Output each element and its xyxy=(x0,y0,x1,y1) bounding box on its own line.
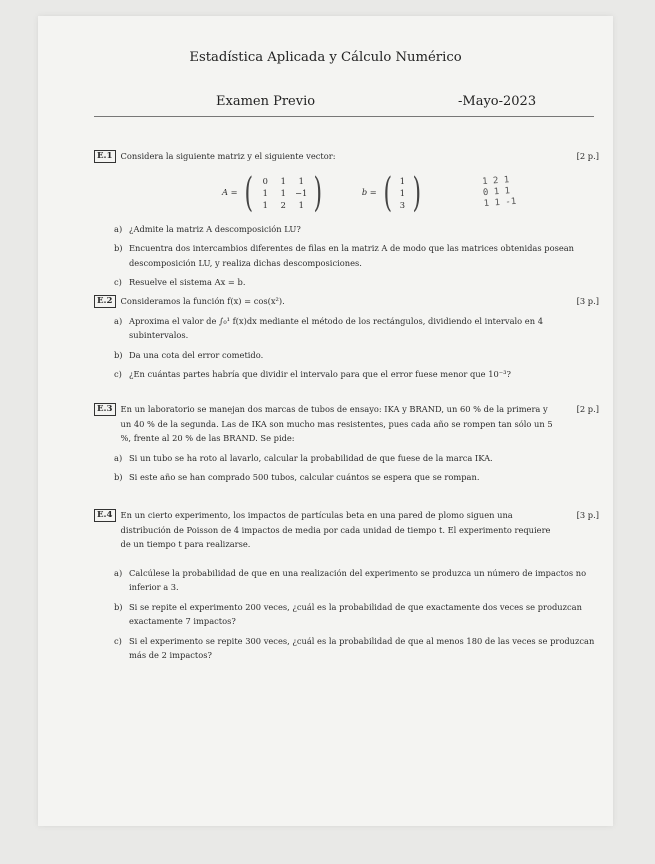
exercise-4 xyxy=(94,508,599,663)
handwritten-note: 1 2 1 0 1 1 1 1 -1 xyxy=(481,175,517,210)
matrix-display xyxy=(94,170,599,216)
exam-sheet xyxy=(38,16,613,826)
matrix-a-label: A = xyxy=(222,187,238,198)
matrix-a-cell: 1 xyxy=(262,187,268,198)
matrix-a-cell: 1 xyxy=(298,175,304,186)
exam-type: Examen Previo xyxy=(216,94,316,109)
exercise-1 xyxy=(94,149,599,290)
matrix-a-cell: 1 xyxy=(280,187,286,198)
list-item: b) Encuentra dos intercambios diferentes de filas en la matriz A de modo que las matrices obtenidas posean descomposición LU, y realiza dichas descomposiciones. xyxy=(114,243,575,268)
exercise-3 xyxy=(94,402,599,485)
matrix-a-cell: 1 xyxy=(298,199,304,210)
exercise-statement: En un laboratorio se manejan dos marcas de tubos de ensayo: IKA y BRAND, un 60 % de la primera y un 40 % de la segunda. Las de IKA son mucho mas resistentes, pues cada año se rompen tan sólo un 5 %, frente al 20 % de las BRAND. Se pide: xyxy=(120,404,553,443)
exercise-label: E.4 xyxy=(94,509,116,522)
exercise-points: [2 p.] xyxy=(576,151,599,161)
exercise-label: E.2 xyxy=(94,295,116,308)
exercise-statement: En un cierto experimento, los impactos de partículas beta en una pared de plomo siguen una distribución de Poisson de 4 impactos de media por cada unidad de tiempo t. El experimento requiere de un tiempo t para realizarse. xyxy=(120,510,551,549)
matrix-a-cell: 2 xyxy=(280,199,286,210)
vector-b: ( 1 1 3 ) xyxy=(383,169,422,216)
vector-b-cell: 3 xyxy=(399,199,405,210)
vector-b-cell: 1 xyxy=(399,187,405,198)
vector-b-cell: 1 xyxy=(399,175,405,186)
matrix-a: ( 0 1 1 1 1 −1 1 2 1 ) xyxy=(244,169,323,216)
exercise-label: E.1 xyxy=(94,150,116,163)
exercise-label: E.3 xyxy=(94,403,116,416)
matrix-a-cell: 1 xyxy=(280,175,286,186)
exercise-statement: Considera la siguiente matriz y el siguiente vector: xyxy=(120,151,336,161)
exercise-points: [3 p.] xyxy=(576,296,599,306)
list-item: b) Da una cota del error cometido. xyxy=(114,349,264,360)
exam-date: -Mayo-2023 xyxy=(458,94,537,109)
matrix-a-cell: −1 xyxy=(295,187,308,198)
list-item: c) ¿En cuántas partes habría que dividir el intervalo para que el error fuese menor que 10⁻³? xyxy=(114,369,511,379)
list-item: a) Aproxima el valor de ∫₀¹ f(x)dx mediante el método de los rectángulos, dividiendo el intervalo en 4 subintervalos. xyxy=(114,315,543,340)
list-item: a) Calcúlese la probabilidad de que en una realización del experimento se produzca un número de impactos no inferior a 3. xyxy=(114,567,587,592)
vector-b-label: b = xyxy=(361,187,377,198)
list-item: c) Resuelve el sistema Ax = b. xyxy=(114,277,246,287)
list-item: a) Si un tubo se ha roto al lavarlo, calcular la probabilidad de que fuese de la marca IKA. xyxy=(114,452,493,463)
list-item: b) Si este año se han comprado 500 tubos, calcular cuántos se espera que se rompan. xyxy=(114,472,480,482)
exercise-statement: Consideramos la función f(x) = cos(x²). xyxy=(120,296,285,306)
exercise-points: [3 p.] xyxy=(576,510,599,520)
exercise-points: [2 p.] xyxy=(576,404,599,414)
exercise-2 xyxy=(94,294,599,382)
list-item: a) ¿Admite la matriz A descomposición LU? xyxy=(114,223,301,234)
header-divider xyxy=(94,116,594,117)
matrix-a-cell: 1 xyxy=(262,199,268,210)
matrix-a-cell: 0 xyxy=(262,175,268,186)
list-item: c) Si el experimento se repite 300 veces, ¿cuál es la probabilidad de que al menos 180 de las veces se produzcan más de 2 impactos? xyxy=(114,635,595,660)
exam-title: Estadística Aplicada y Cálculo Numérico xyxy=(189,50,462,65)
list-item: b) Si se repite el experimento 200 veces, ¿cuál es la probabilidad de que exactamente dos veces se produzcan exactamente 7 impactos? xyxy=(114,601,582,626)
